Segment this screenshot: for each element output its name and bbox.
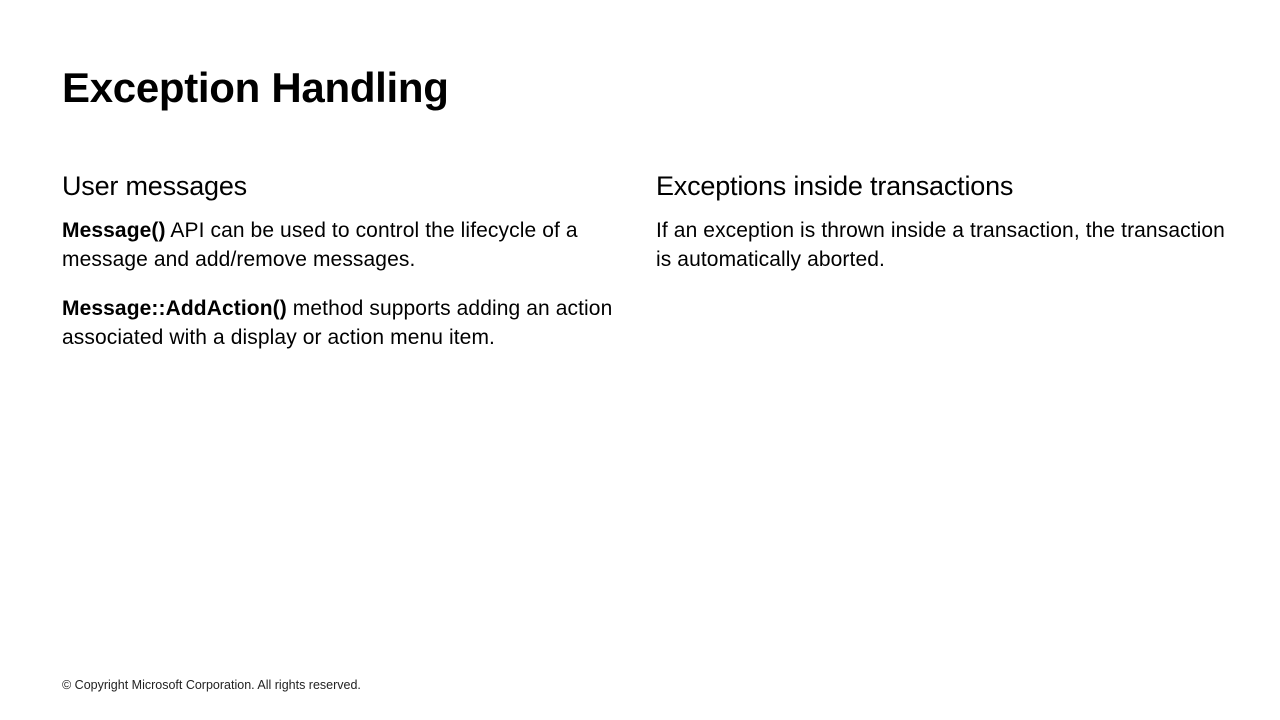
message-api-paragraph <box>62 216 632 274</box>
transactions-heading: Exceptions inside transactions <box>656 171 1014 201</box>
message-api-description: API can be used to control the lifecycle of a message and add/remove messages. <box>62 219 578 271</box>
slide-title: Exception Handling <box>62 64 449 111</box>
add-action-term: Message::AddAction() <box>62 297 287 320</box>
add-action-description: method supports adding an action associated with a display or action menu item. <box>62 297 613 349</box>
add-action-paragraph <box>62 294 632 352</box>
transactions-section <box>656 170 1236 294</box>
user-messages-heading: User messages <box>62 171 247 201</box>
message-api-term: Message() <box>62 219 166 242</box>
transaction-abort-paragraph: If an exception is thrown inside a transaction, the transaction is automatically aborted. <box>656 219 1225 271</box>
user-messages-section <box>62 170 632 372</box>
copyright-notice: © Copyright Microsoft Corporation. All rights reserved. <box>62 678 361 692</box>
